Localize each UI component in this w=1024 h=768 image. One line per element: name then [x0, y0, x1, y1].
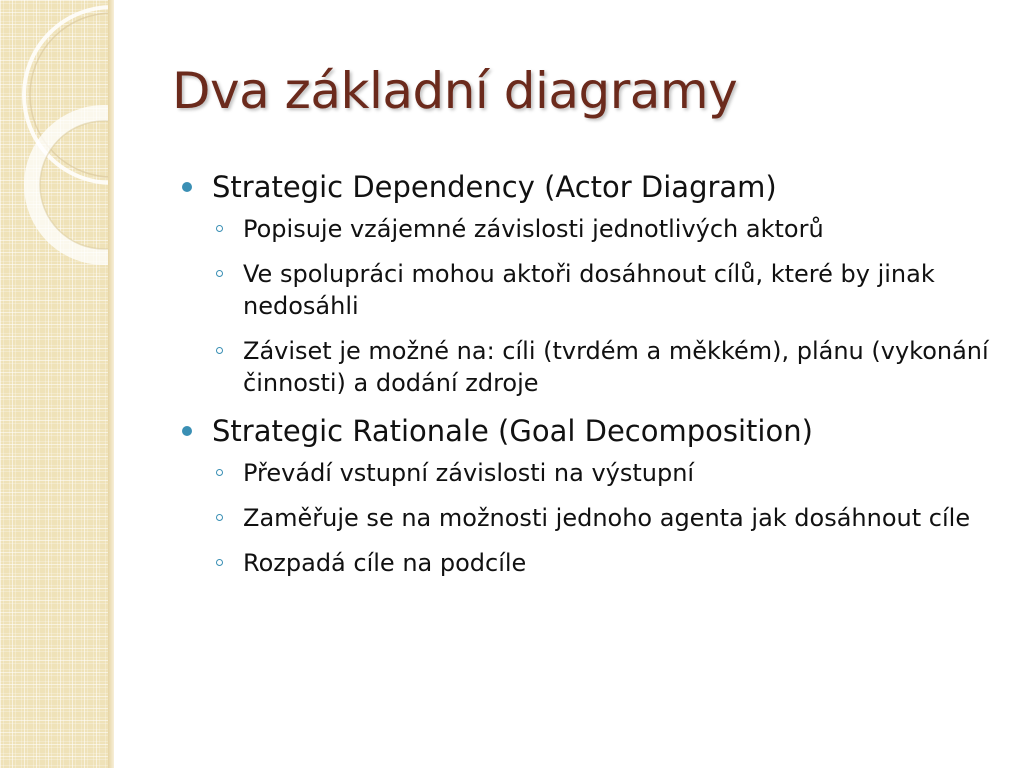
sub-bullet-item	[180, 213, 990, 245]
sub-bullet-text: Převádí vstupní závislosti na výstupní	[243, 459, 695, 487]
bullet-list	[180, 168, 990, 592]
sub-bullet-item	[180, 335, 990, 399]
sub-bullet-ring-icon	[216, 559, 223, 566]
sub-bullet-ring-icon	[216, 347, 223, 354]
decorative-circles	[0, 0, 112, 768]
sub-bullet-item	[180, 547, 990, 579]
sub-bullet-ring-icon	[216, 469, 223, 476]
sub-bullet-ring-icon	[216, 514, 223, 521]
bullet-dot-icon	[182, 426, 192, 436]
sub-bullet-text: Popisuje vzájemné závislosti jednotlivých aktorů	[243, 215, 824, 243]
sub-bullet-text: Ve spolupráci mohou aktoři dosáhnout cílů, které by jinak nedosáhli	[243, 260, 935, 320]
slide-title: Dva základní diagramy	[172, 62, 738, 120]
bullet-strategic-dependency	[180, 168, 990, 206]
bullet-text: Strategic Rationale (Goal Decomposition)	[212, 414, 813, 448]
sub-bullet-text: Zaměřuje se na možnosti jednoho agenta jak dosáhnout cíle	[243, 504, 971, 532]
strip-edge	[108, 0, 114, 768]
decorative-side-strip	[0, 0, 112, 768]
sub-bullet-text: Záviset je možné na: cíli (tvrdém a měkkém), plánu (vykonání činnosti) a dodání zdroje	[243, 337, 989, 397]
sub-bullet-ring-icon	[216, 225, 223, 232]
sub-bullet-item	[180, 457, 990, 489]
sub-bullet-list	[180, 457, 990, 579]
sub-bullet-item	[180, 502, 990, 534]
sub-bullet-item	[180, 258, 990, 322]
bullet-text: Strategic Dependency (Actor Diagram)	[212, 170, 777, 204]
sub-bullet-text: Rozpadá cíle na podcíle	[243, 549, 527, 577]
bullet-strategic-rationale	[180, 412, 990, 450]
sub-bullet-list	[180, 213, 990, 399]
sub-bullet-ring-icon	[216, 270, 223, 277]
bullet-dot-icon	[182, 182, 192, 192]
